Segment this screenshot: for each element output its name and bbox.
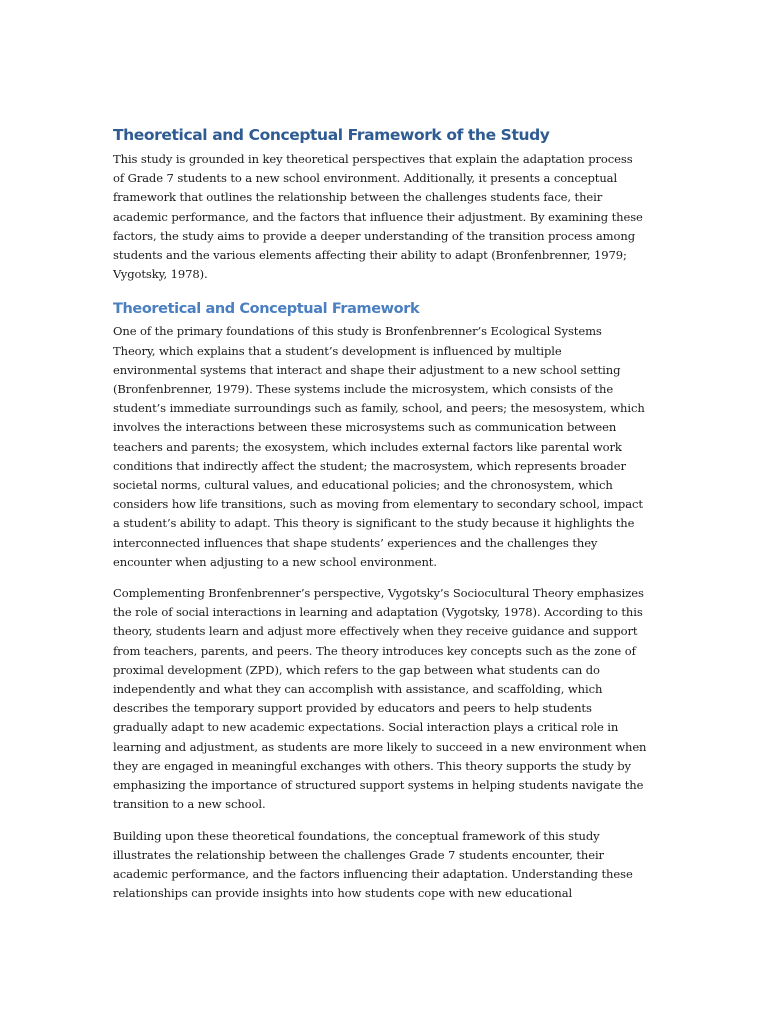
document-body [113,124,658,915]
text-line: Vygotsky, 1978). [113,267,208,282]
text-line: illustrates the relationship between the challenges Grade 7 students encounter, their [113,847,604,862]
text-line: independently and what they can accomplish with assistance, and scaffolding, which [113,682,603,697]
text-line: emphasizing the importance of structured support systems in helping students navigate the [113,778,644,793]
text-line: Complementing Bronfenbrenner’s perspective, Vygotsky’s Sociocultural Theory emphasizes [113,586,644,601]
text-line: teachers and parents; the exosystem, which includes external factors like parental work [113,439,622,454]
text-line: theory, students learn and adjust more effectively when they receive guidance and support [113,624,638,639]
text-line: conditions that indirectly affect the student; the macrosystem, which represents broader [113,458,626,473]
text-line: academic performance, and the factors that influence their adjustment. By examining these [113,209,643,224]
sub-heading: Theoretical and Conceptual Framework [113,301,420,318]
text-line: proximal development (ZPD), which refers to the gap between what students can do [113,662,600,677]
text-line: framework that outlines the relationship between the challenges students face, their [113,190,603,205]
text-line: from teachers, parents, and peers. The theory introduces key concepts such as the zone of [113,643,636,658]
vygotsky-paragraph [113,584,658,814]
text-line: describes the temporary support provided by educators and peers to help students [113,701,592,716]
text-line: Theory, which explains that a student’s development is influenced by multiple [113,343,562,358]
text-line: learning and adjustment, as students are more likely to succeed in a new environment when [113,739,647,754]
text-line: factors, the study aims to provide a deeper understanding of the transition process among [113,228,636,243]
text-line: they are engaged in meaningful exchanges with others. This theory supports the study by [113,758,631,773]
bronfenbrenner-paragraph [113,322,658,572]
text-line: students and the various elements affecting their ability to adapt (Bronfenbrenner, 1979; [113,248,627,263]
text-line: student’s immediate surroundings such as family, school, and peers; the mesosystem, which [113,401,645,416]
text-line: Building upon these theoretical foundations, the conceptual framework of this study [113,828,600,843]
main-heading: Theoretical and Conceptual Framework of the Study [113,126,550,144]
text-line: This study is grounded in key theoretical perspectives that explain the adaptation process [113,152,633,166]
text-line: gradually adapt to new academic expectations. Social interaction plays a critical role in [113,720,619,735]
text-line: academic performance, and the factors influencing their adaptation. Understanding these [113,866,633,881]
intro-paragraph [113,150,658,284]
text-line: environmental systems that interact and shape their adjustment to a new school setting [113,362,621,377]
text-line: interconnected influences that shape students’ experiences and the challenges they [113,535,598,550]
text-line: transition to a new school. [113,797,266,812]
text-line: the role of social interactions in learning and adaptation (Vygotsky, 1978). According to this [113,605,643,620]
conceptual-paragraph [113,827,658,904]
text-line: (Bronfenbrenner, 1979). These systems include the microsystem, which consists of the [113,382,614,397]
text-line: relationships can provide insights into how students cope with new educational [113,886,573,901]
text-line: societal norms, cultural values, and educational policies; and the chronosystem, which [113,478,613,493]
text-line: considers how life transitions, such as moving from elementary to secondary school, impact [113,497,643,512]
text-line: a student’s ability to adapt. This theory is significant to the study because it highlights the [113,516,635,531]
text-line: One of the primary foundations of this study is Bronfenbrenner’s Ecological Systems [113,324,602,339]
text-line: of Grade 7 students to a new school environment. Additionally, it presents a conceptual [113,171,618,186]
text-line: encounter when adjusting to a new school environment. [113,554,437,569]
text-line: involves the interactions between these microsystems such as communication between [113,420,617,435]
